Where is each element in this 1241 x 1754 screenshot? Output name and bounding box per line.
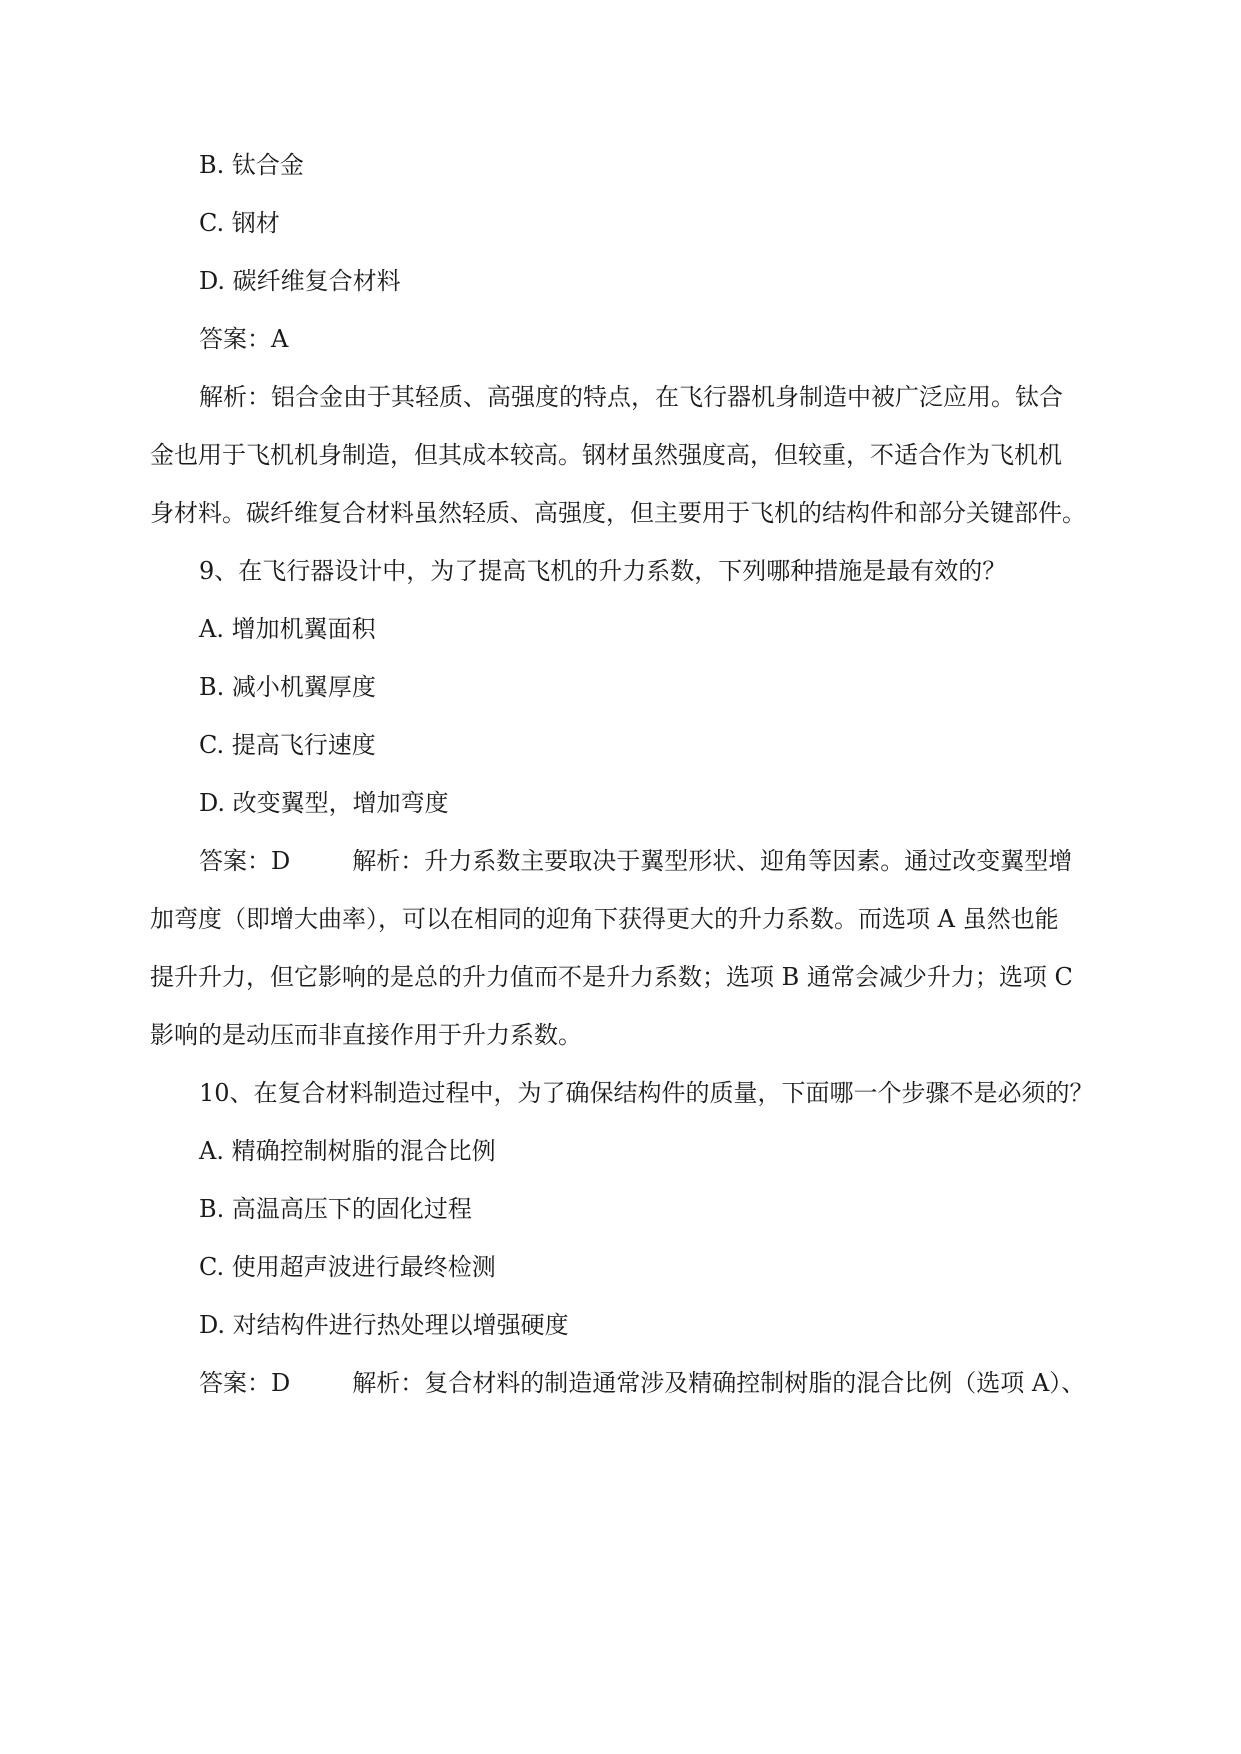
q9-answer: 答案：D: [199, 847, 291, 875]
q8-analysis-line-1: 解析：铝合金由于其轻质、高强度的特点，在飞行器机身制造中被广泛应用。钛合: [199, 383, 1063, 411]
q10-option-a: A. 精确控制树脂的混合比例: [199, 1137, 496, 1165]
q8-option-c: C. 钢材: [199, 209, 280, 237]
q10-question: 10、在复合材料制造过程中，为了确保结构件的质量，下面哪一个步骤不是必须的？: [199, 1079, 1094, 1107]
q8-answer: 答案：A: [199, 325, 289, 353]
q8-analysis-line-2: 金也用于飞机机身制造，但其成本较高。钢材虽然强度高，但较重，不适合作为飞机机: [150, 441, 1062, 469]
q9-analysis-line-3: 提升升力，但它影响的是总的升力值而不是升力系数；选项 B 通常会减少升力；选项 C: [150, 963, 1073, 991]
q9-analysis-line-2: 加弯度（即增大曲率），可以在相同的迎角下获得更大的升力系数。而选项 A 虽然也能: [150, 905, 1059, 933]
q9-analysis-line-4: 影响的是动压而非直接作用于升力系数。: [150, 1021, 582, 1049]
q9-option-c: C. 提高飞行速度: [199, 731, 376, 759]
q9-option-d: D. 改变翼型，增加弯度: [199, 789, 449, 817]
q9-option-a: A. 增加机翼面积: [199, 615, 376, 643]
q8-analysis-line-3: 身材料。碳纤维复合材料虽然轻质、高强度，但主要用于飞机的结构件和部分关键部件。: [150, 499, 1086, 527]
q8-option-b: B. 钛合金: [199, 151, 304, 179]
q10-analysis-line-1: 解析：复合材料的制造通常涉及精确控制树脂的混合比例（选项 A）、: [352, 1369, 1086, 1397]
q9-analysis-line-1: 解析：升力系数主要取决于翼型形状、迎角等因素。通过改变翼型增: [352, 847, 1073, 875]
q10-option-c: C. 使用超声波进行最终检测: [199, 1253, 496, 1281]
q9-question: 9、在飞行器设计中，为了提高飞机的升力系数，下列哪种措施是最有效的？: [199, 557, 1007, 585]
q9-option-b: B. 减小机翼厚度: [199, 673, 376, 701]
q9-answer-analysis-line: [199, 844, 1072, 878]
q10-answer-analysis-line: [199, 1366, 1085, 1400]
q8-option-d: D. 碳纤维复合材料: [199, 267, 401, 295]
q10-answer: 答案：D: [199, 1369, 291, 1397]
q10-option-d: D. 对结构件进行热处理以增强硬度: [199, 1311, 569, 1339]
q10-option-b: B. 高温高压下的固化过程: [199, 1195, 472, 1223]
